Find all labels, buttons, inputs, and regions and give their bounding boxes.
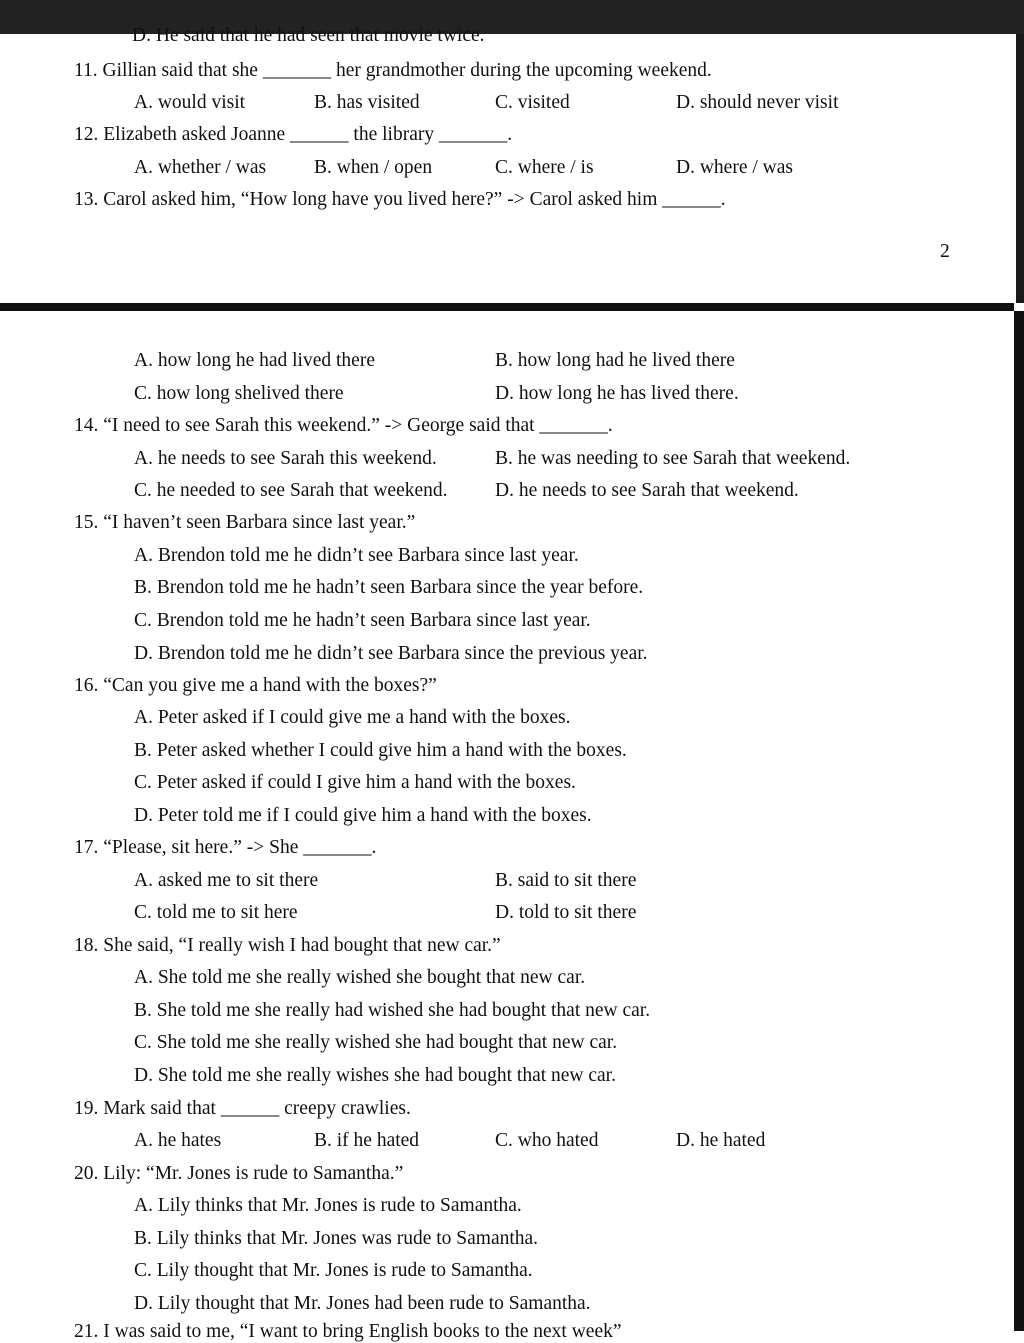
question-14-option-b: B. he was needing to see Sarah that weekend. (495, 448, 851, 469)
question-19-stem: 19. Mark said that ______ creepy crawlies. (74, 1098, 411, 1119)
right-edge-dark (1016, 34, 1024, 303)
question-12-stem: 12. Elizabeth asked Joanne ______ the library _______. (74, 124, 513, 145)
cut-off-question-21-text: 21. I was said to me, “I want to bring English books to the next week” (74, 1321, 622, 1342)
question-14-option-d: D. he needs to see Sarah that weekend. (495, 480, 799, 501)
question-18-option-c: C. She told me she really wished she had bought that new car. (134, 1032, 618, 1053)
question-11-option-d: D. should never visit (676, 92, 839, 113)
question-11-option-c: C. visited (495, 92, 570, 113)
question-20-option-a: A. Lily thinks that Mr. Jones is rude to Samantha. (134, 1195, 522, 1216)
question-18-option-a: A. She told me she really wished she bought that new car. (134, 967, 586, 988)
question-11-option-b: B. has visited (314, 92, 420, 113)
question-19-option-b: B. if he hated (314, 1130, 420, 1151)
question-16-option-c: C. Peter asked if could I give him a hand with the boxes. (134, 772, 576, 793)
question-14-option-c: C. he needed to see Sarah that weekend. (134, 480, 448, 501)
page-number: 2 (940, 241, 950, 262)
question-17-option-b: B. said to sit there (495, 870, 637, 891)
question-15-option-b: B. Brendon told me he hadn’t seen Barbara since the year before. (134, 577, 644, 598)
question-17-option-a: A. asked me to sit there (134, 870, 319, 891)
cut-off-question-21 (74, 1321, 622, 1342)
question-12-option-b: B. when / open (314, 157, 433, 178)
question-14-stem: 14. “I need to see Sarah this weekend.” -> George said that _______. (74, 415, 613, 436)
question-20-stem: 20. Lily: “Mr. Jones is rude to Samantha.” (74, 1163, 404, 1184)
question-12-option-a: A. whether / was (134, 157, 267, 178)
question-18-option-b: B. She told me she really had wished she had bought that new car. (134, 1000, 651, 1021)
question-12-option-d: D. where / was (676, 157, 793, 178)
question-17-option-c: C. told me to sit here (134, 902, 298, 923)
question-17-option-d: D. told to sit there (495, 902, 637, 923)
right-edge-dark-lower (1014, 311, 1024, 1331)
question-13-option-b: B. how long had he lived there (495, 350, 735, 371)
question-16-option-a: A. Peter asked if I could give me a hand with the boxes. (134, 707, 571, 728)
question-20-option-d: D. Lily thought that Mr. Jones had been rude to Samantha. (134, 1293, 591, 1314)
question-15-option-c: C. Brendon told me he hadn’t seen Barbara since last year. (134, 610, 591, 631)
question-11-option-a: A. would visit (134, 92, 246, 113)
question-13-option-d: D. how long he has lived there. (495, 383, 739, 404)
question-14-option-a: A. he needs to see Sarah this weekend. (134, 448, 437, 469)
question-11-stem: 11. Gillian said that she _______ her grandmother during the upcoming weekend. (74, 60, 712, 81)
question-13-option-c: C. how long shelived there (134, 383, 344, 404)
question-17-stem: 17. “Please, sit here.” -> She _______. (74, 837, 377, 858)
question-19-option-a: A. he hates (134, 1130, 222, 1151)
question-20-option-b: B. Lily thinks that Mr. Jones was rude to Samantha. (134, 1228, 539, 1249)
question-18-stem: 18. She said, “I really wish I had bought that new car.” (74, 935, 501, 956)
top-dark-bar-overlay (0, 0, 1024, 24)
question-20-option-c: C. Lily thought that Mr. Jones is rude to Samantha. (134, 1260, 533, 1281)
cut-off-option-line: D. He said that he had seen that movie twice. (132, 25, 485, 46)
question-19-option-c: C. who hated (495, 1130, 599, 1151)
question-15-stem: 15. “I haven’t seen Barbara since last year.” (74, 512, 416, 533)
question-12-option-c: C. where / is (495, 157, 594, 178)
question-13-option-a: A. how long he had lived there (134, 350, 375, 371)
question-16-option-d: D. Peter told me if I could give him a hand with the boxes. (134, 805, 592, 826)
question-19-option-d: D. he hated (676, 1130, 766, 1151)
question-15-option-a: A. Brendon told me he didn’t see Barbara since last year. (134, 545, 579, 566)
page-break-bar (0, 303, 1014, 311)
question-13-stem: 13. Carol asked him, “How long have you lived here?” -> Carol asked him ______. (74, 189, 726, 210)
question-16-option-b: B. Peter asked whether I could give him a hand with the boxes. (134, 740, 627, 761)
question-18-option-d: D. She told me she really wishes she had bought that new car. (134, 1065, 616, 1086)
question-16-stem: 16. “Can you give me a hand with the boxes?” (74, 675, 437, 696)
question-15-option-d: D. Brendon told me he didn’t see Barbara since the previous year. (134, 643, 648, 664)
